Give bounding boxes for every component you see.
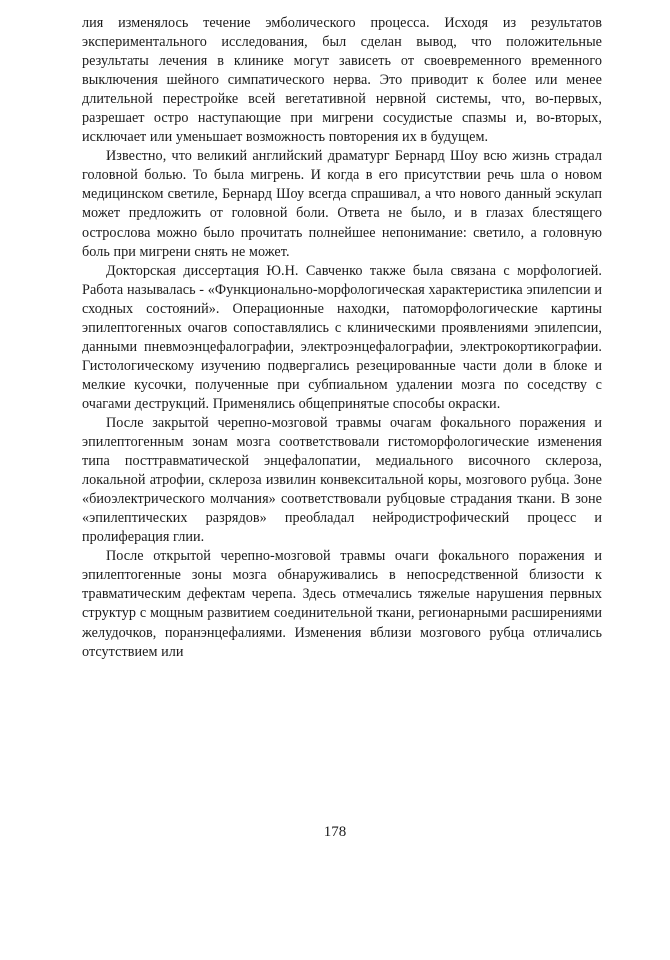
body-text bbox=[82, 14, 602, 662]
paragraph-1: лия изменялось течение эмболического процесса. Исходя из результатов экспериментального исследования, был сделан вывод, что положительные результаты лечения в клинике могут зависеть от своевременного временного выключения шейного симпатического нерва. Это приводит к более или менее длительной перестройке всей вегетативной нервной системы, что, во-первых, разрешает остро наступающие при мигрени сосудистые спазмы и, во-вторых, исключает или уменьшает возможность повторения их в будущем. bbox=[82, 15, 602, 146]
paragraph-4: После закрытой черепно-мозговой травмы очагам фокального поражения и эпилептогенным зонам мозга соответствовали гистоморфологические изменения типа посттравматической энцефалопатии, медиального височного склероза, локальной атрофии, склероза извилин конвекситальной коры, мозгового рубца. Зоне «биоэлектрического молчания» соответствовали рубцовые страдания ткани. В зоне «эпилептических разрядов» преобладал нейродистрофический процесс и пролиферация глии. bbox=[82, 414, 602, 546]
page-number: 178 bbox=[323, 824, 347, 840]
paragraph-3: Докторская диссертация Ю.Н. Савченко также была связана с морфологией. Работа называлась - «Функционально-морфологическая характеристика эпилепсии и сходных состояний». Операционные находки, патоморфологические картины эпилептогенных очагов сопоставлялись с клиническими проявлениями эпилепсии, данными пневмоэнцефалографии, электроэнцефалографии, электрокортикографии. Гистологическому изучению подвергались резецированные части доли в блоке и мелкие кусочки, полученные при субпиальном удалении мозга по соседству с очагами деструкций. Применялись общепринятые способы окраски. bbox=[82, 262, 602, 412]
paragraph-5: После открытой черепно-мозговой травмы очаги фокального поражения и эпилептогенные зоны мозга обнаруживались в непосредственной близости к травматическим дефектам черепа. Здесь отмечались тяжелые нарушения первных структур с мощным развитием соединительной ткани, регионарными расширениями желудочков, поранэнцефалиями. Изменения вблизи мозгового рубца отличались отсутствием или bbox=[82, 548, 602, 660]
paragraph-2: Известно, что великий английский драматург Бернард Шоу всю жизнь страдал головной болью. То была мигрень. И когда в его присутствии речь шла о новом медицинском светиле, Бернард Шоу всегда спрашивал, а что нового данный эскулап может предложить от головной боли. Ответа не было, и в глазах блестящего острослова можно было прочитать полнейшее непонимание: светило, а головную боль при мигрени снять не может. bbox=[82, 148, 602, 260]
